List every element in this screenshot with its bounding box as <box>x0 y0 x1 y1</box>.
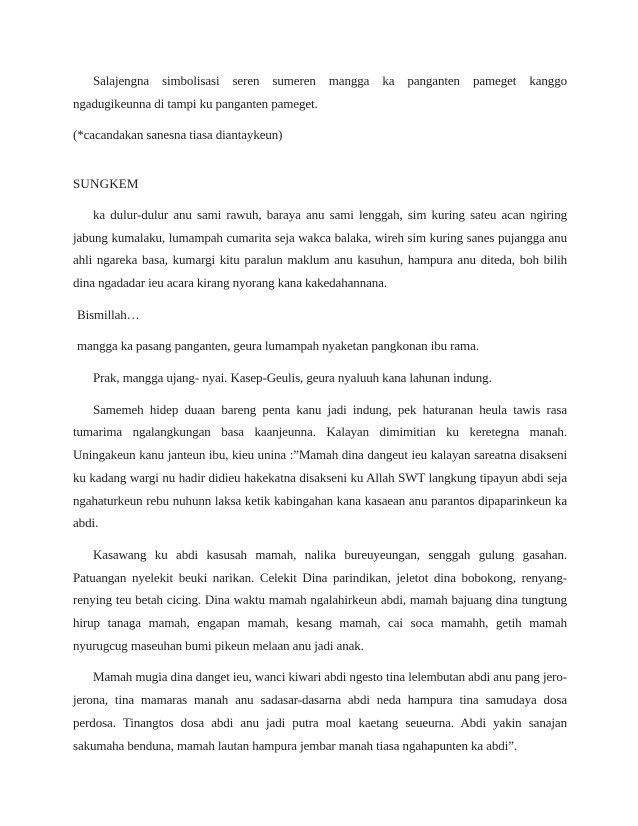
paragraph-mamah-mugia: Mamah mugia dina danget ieu, wanci kiwari abdi ngesto tina lelembutan abdi anu pang jero-jerona, tina mamaras manah anu sadasar-dasarna abdi neda hampura tina samudaya dosa perdosa. Tinangtos dosa abdi anu jadi putra moal kaetang seueurna. Abdi yakin sanajan sakumaha benduna, mamah lautan hampura jembar manah tiasa ngahapunten ka abdi”. <box>73 669 567 753</box>
paragraph-ka-dulur: ka dulur-dulur anu sami rawuh, baraya anu sami lenggah, sim kuring sateu acan ngiring jabung kumalaku, lumampah cumarita seja wakca balaka, wireh sim kuring sanes pujangga anu ahli ngareka basa, kumargi kitu paralun maklum anu kasuhun, hampura anu diteda, boh bilih dina ngadadar ieu acara kirang nyorang kana kakedahannana. <box>73 206 567 290</box>
paragraph-bismillah: Bismillah… <box>77 306 140 322</box>
paragraph-prak: Prak, mangga ujang- nyai. Kasep-Geulis, geura nyaluuh kana lahunan indung. <box>93 370 492 386</box>
document-page <box>73 70 567 766</box>
paragraph-samemeh: Samemeh hidep duaan bareng penta kanu jadi indung, pek haturanan heula tawis rasa tumarima ngalangkungan basa kaanjeunna. Kalayan dimimitian ku keretegna manah. Uningakeun kanu janteun ibu, kieu unina :”Mamah dina dangeut ieu kalayan sareatna disakseni ku kadang wargi nu hadir didieu hakekatna disakseni ku Allah SWT langkung tipayun abdi seja ngahaturkeun rebu nuhunn laksa ketik kabingahan kana kasaean anu parantos dipaparinkeun ka abdi. <box>73 401 567 531</box>
paragraph-note-cacandakan: (*cacandakan sanesna tiasa diantaykeun) <box>73 127 283 143</box>
section-heading-sungkem: SUNGKEM <box>73 176 139 192</box>
paragraph-kasawang: Kasawang ku abdi kasusah mamah, nalika bureuyeungan, senggah gulung gasahan. Patuangan nyelekit beuki narikan. Celekit Dina parindikan, jeletot dina bobokong, renyang-renying teu betah cicing. Dina waktu mamah ngalahirkeun abdi, mamah bajuang dina tungtung hirup tanaga mamah, engapan mamah, kesang mamah, cai soca mamahh, getih mamah nyurugcug maseuhan bumi pikeun melaan anu jadi anak. <box>73 546 567 653</box>
paragraph-simbolisasi: Salajengna simbolisasi seren sumeren mangga ka panganten pameget kanggo ngadugikeunna di tampi ku panganten pameget. <box>73 73 567 111</box>
paragraph-mangga-pasang: mangga ka pasang panganten, geura lumampah nyaketan pangkonan ibu rama. <box>77 338 479 354</box>
